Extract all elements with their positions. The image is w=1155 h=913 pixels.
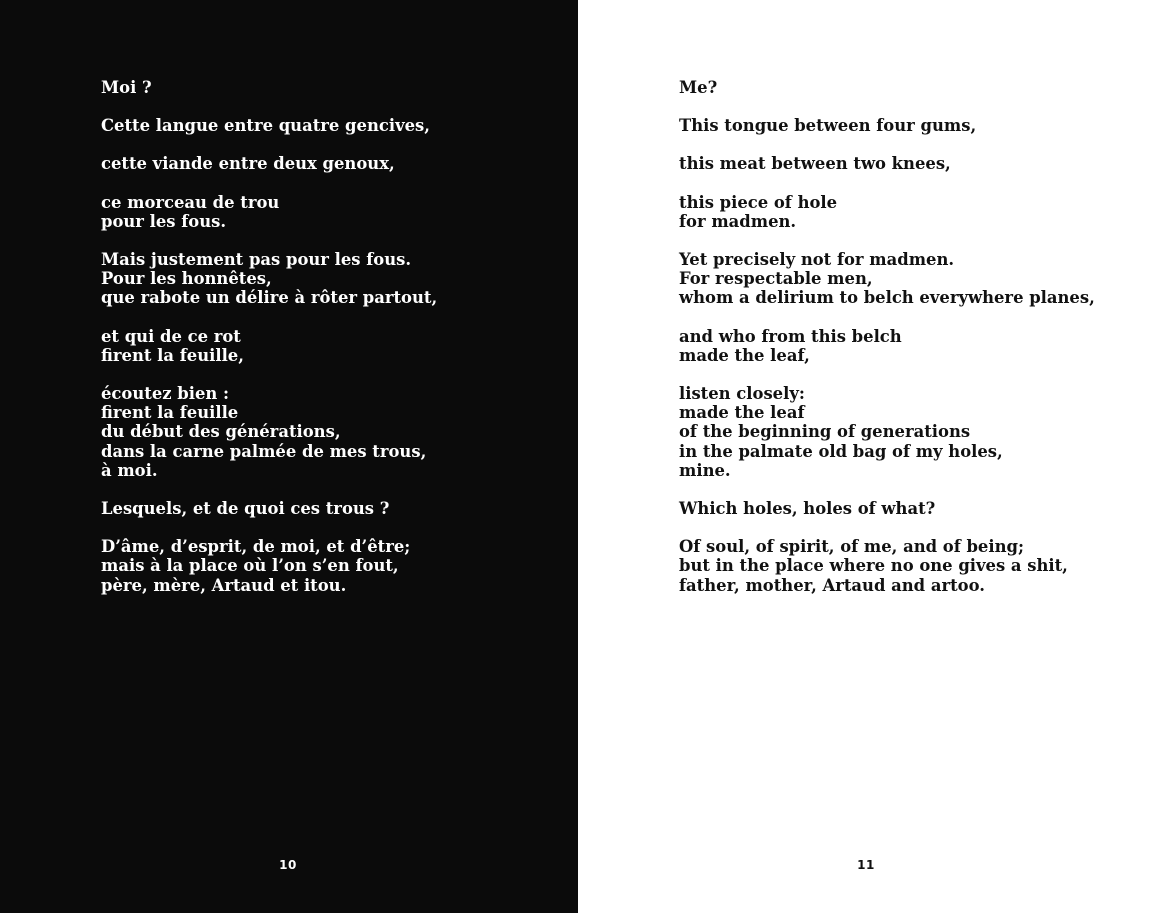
poem-line: Moi ? (101, 78, 152, 97)
stanza (679, 250, 1095, 308)
poem-line: made the leaf, (679, 345, 810, 365)
poem-line: This tongue between four gums, (679, 116, 977, 136)
stanza (101, 537, 437, 595)
stanza (679, 193, 1095, 231)
poem-line: and who from this belch (679, 326, 902, 346)
page-number-right: 11 (857, 858, 875, 872)
poem-french (101, 78, 437, 614)
stanza (679, 116, 1095, 135)
stanza (101, 327, 437, 365)
poem-line: dans la carne palmée de mes trous, (101, 441, 427, 461)
page-number-left: 10 (279, 858, 297, 872)
poem-line: father, mother, Artaud and artoo. (679, 575, 985, 595)
poem-line: this piece of hole (679, 192, 838, 212)
poem-line: et qui de ce rot (101, 326, 241, 346)
poem-line: made the leaf (679, 403, 805, 423)
poem-line: Of soul, of spirit, of me, and of being; (679, 537, 1025, 557)
poem-line: Cette langue entre quatre gencives, (101, 116, 430, 136)
stanza (679, 154, 1095, 173)
poem-line: Which holes, holes of what? (679, 499, 936, 519)
poem-line: but in the place where no one gives a shit, (679, 556, 1068, 576)
poem-line: D’âme, d’esprit, de moi, et d’être; (101, 537, 411, 557)
poem-line: que rabote un délire à rôter partout, (101, 288, 438, 308)
right-page-english (578, 0, 1155, 913)
stanza (101, 116, 437, 135)
poem-line: listen closely: (679, 384, 805, 404)
poem-line: cette viande entre deux genoux, (101, 154, 395, 174)
poem-line: in the palmate old bag of my holes, (679, 441, 1003, 461)
poem-line: Lesquels, et de quoi ces trous ? (101, 499, 390, 519)
poem-line: Me? (679, 78, 718, 97)
poem-line: ce morceau de trou (101, 192, 280, 212)
stanza (679, 327, 1095, 365)
stanza (101, 250, 437, 308)
stanza (101, 499, 437, 518)
poem-line: mais à la place où l’on s’en fout, (101, 556, 399, 576)
poem-line: of the beginning of generations (679, 422, 971, 442)
stanza (679, 499, 1095, 518)
poem-line: Pour les honnêtes, (101, 269, 272, 289)
poem-line: Mais justement pas pour les fous. (101, 250, 412, 270)
stanza (679, 384, 1095, 480)
poem-line: père, mère, Artaud et itou. (101, 575, 347, 595)
stanza (101, 384, 437, 480)
poem-line: this meat between two knees, (679, 154, 951, 174)
poem-line: mine. (679, 460, 731, 480)
poem-line: Yet precisely not for madmen. (679, 250, 955, 270)
poem-line: écoutez bien : (101, 384, 230, 404)
poem-line: firent la feuille (101, 403, 239, 423)
stanza (101, 193, 437, 231)
poem-line: firent la feuille, (101, 345, 244, 365)
stanza (101, 154, 437, 173)
poem-line: à moi. (101, 460, 158, 480)
stanza (679, 537, 1095, 595)
poem-line: for madmen. (679, 211, 797, 231)
poem-line: For respectable men, (679, 269, 873, 289)
poem-line: whom a delirium to belch everywhere planes, (679, 288, 1095, 308)
poem-line: pour les fous. (101, 211, 227, 231)
poem-english (679, 78, 1095, 614)
stanza (679, 78, 1095, 97)
stanza (101, 78, 437, 97)
poem-line: du début des générations, (101, 422, 341, 442)
